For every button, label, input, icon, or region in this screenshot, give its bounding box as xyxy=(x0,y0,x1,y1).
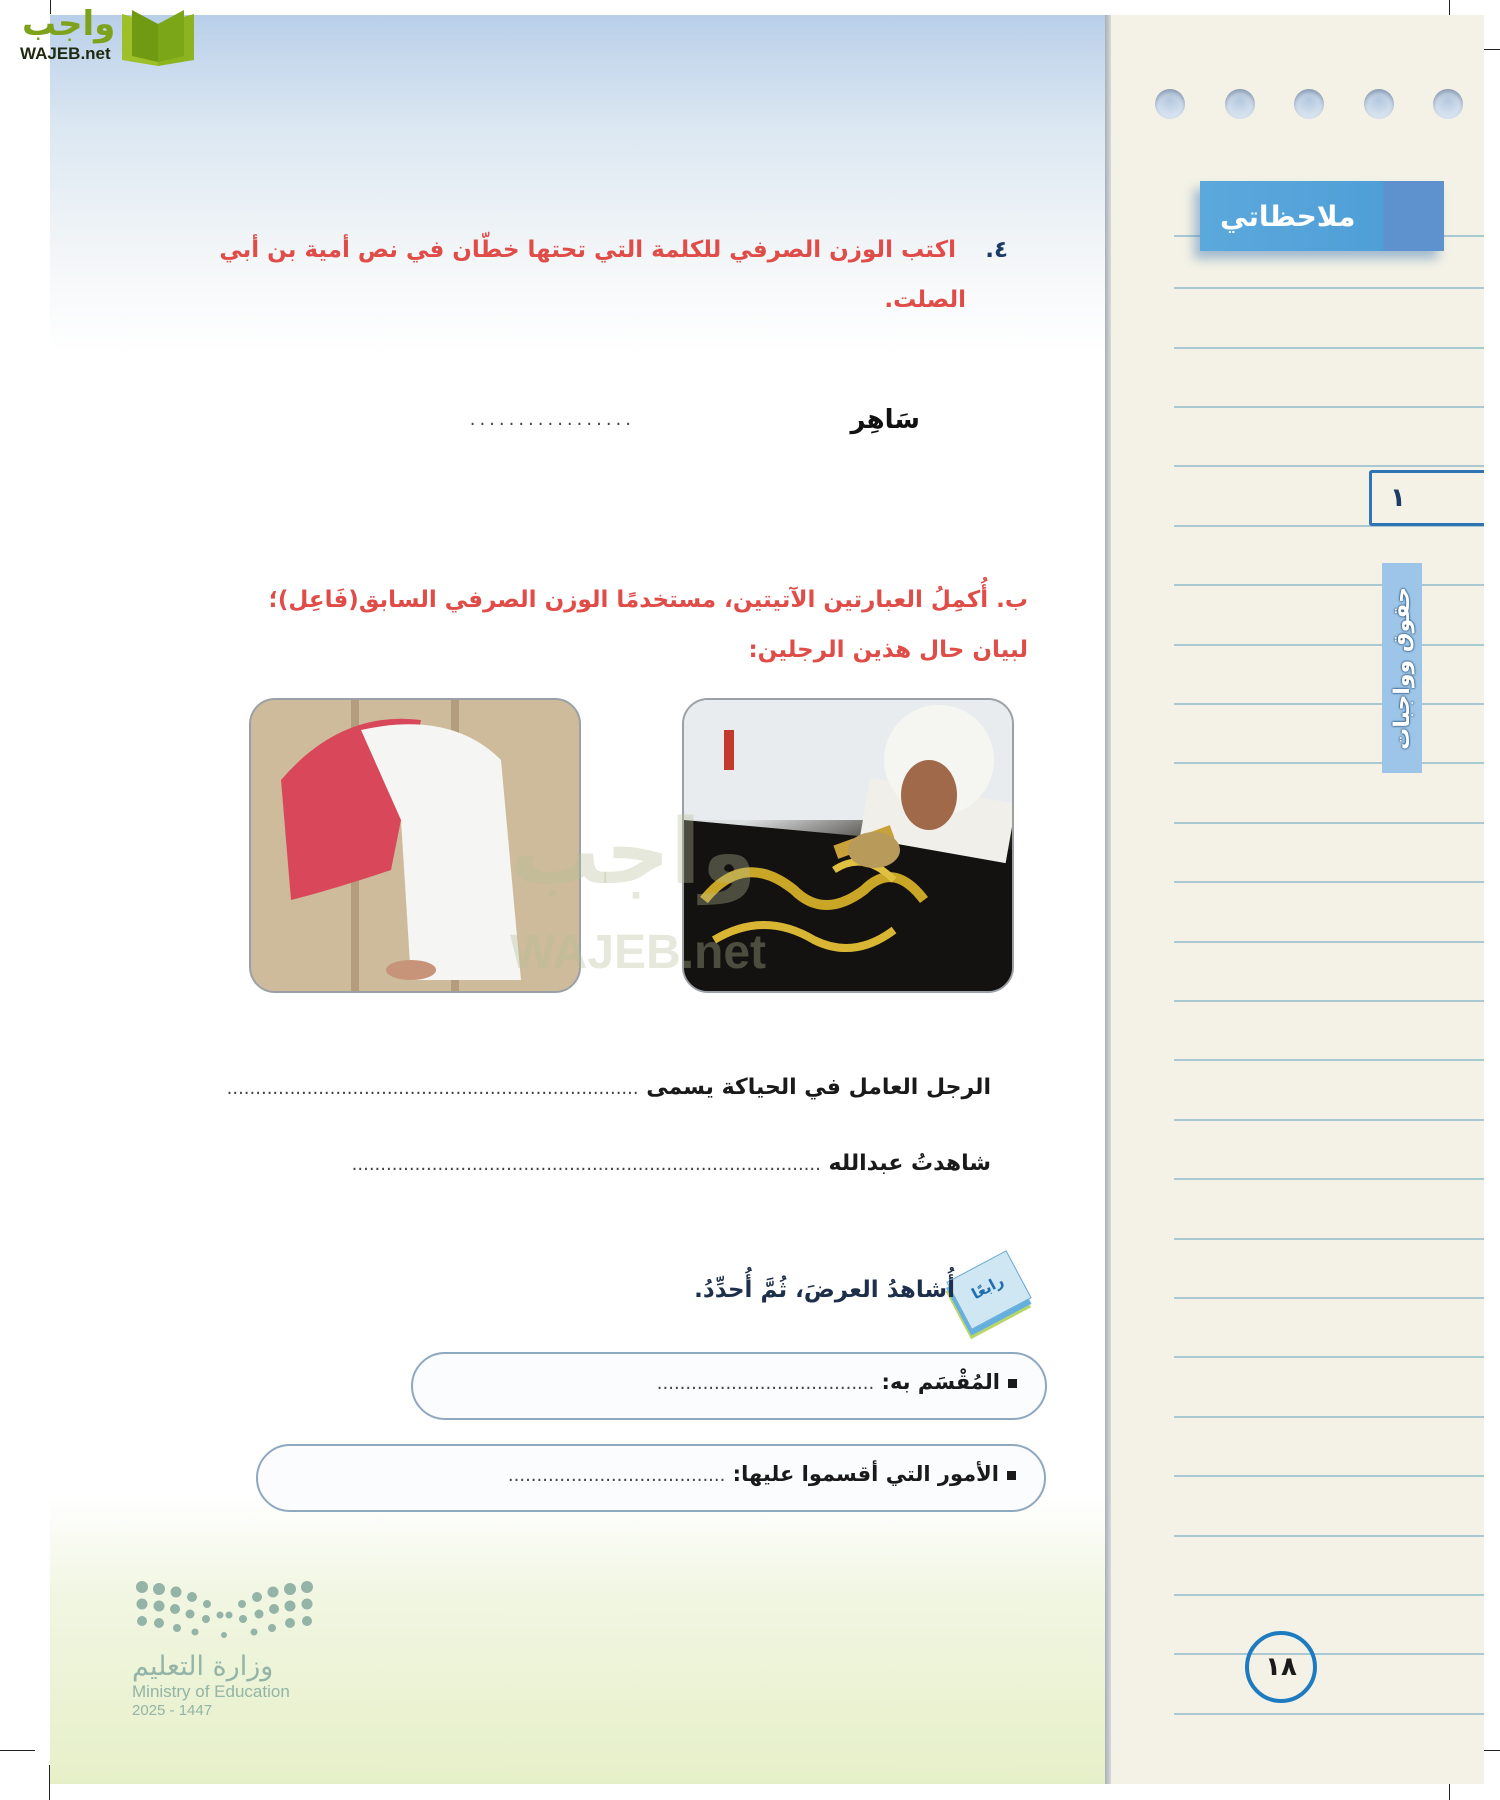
sentence-2-blank[interactable]: .................................................................................. xyxy=(351,1154,821,1175)
section-4-badge xyxy=(946,1250,1031,1330)
unit-title-ribbon xyxy=(1382,563,1422,773)
notes-rule-line xyxy=(1174,822,1484,824)
section-4-title: أُشاهدُ العرضَ، ثُمَّ أُحدِّدُ. xyxy=(694,1277,955,1303)
answer-box-oath-matters[interactable] xyxy=(256,1444,1046,1512)
notes-rule-line xyxy=(1174,1653,1484,1655)
wajeb-logo-latin: WAJEB.net xyxy=(20,44,111,63)
notes-rule-line xyxy=(1174,644,1484,646)
sentence-2-label: شاهدتُ عبدالله xyxy=(828,1151,991,1176)
notes-title-tab xyxy=(1200,181,1444,251)
notes-rule-line xyxy=(1174,347,1484,349)
notes-rule-line xyxy=(1174,465,1484,467)
binder-hole xyxy=(1294,89,1324,119)
notes-rule-line xyxy=(1174,703,1484,705)
notes-rule-line xyxy=(1174,1119,1484,1121)
notes-rule-line xyxy=(1174,941,1484,943)
notes-rule-line xyxy=(1174,1475,1484,1477)
unit-number-box xyxy=(1369,470,1484,526)
notes-rule-line xyxy=(1174,287,1484,289)
ministry-name-arabic: وزارة التعليم xyxy=(132,1651,274,1682)
answer-box-oath-object[interactable] xyxy=(411,1352,1047,1420)
ministry-name-english: Ministry of Education xyxy=(132,1682,290,1701)
notes-title: ملاحظاتي xyxy=(1220,199,1356,233)
binder-hole xyxy=(1155,89,1185,119)
notes-rule-line xyxy=(1174,406,1484,408)
target-word: سَاهِر xyxy=(850,405,920,435)
crop-mark xyxy=(0,1750,35,1751)
question-number: ٤. xyxy=(985,237,1008,263)
notes-rule-line xyxy=(1174,1297,1484,1299)
notes-rule-line xyxy=(1174,1059,1484,1061)
binder-hole xyxy=(1225,89,1255,119)
notes-rule-line xyxy=(1174,1178,1484,1180)
binder-hole xyxy=(1433,89,1463,119)
question-prompt-cont: الصلت. xyxy=(884,287,966,313)
notes-rule-line xyxy=(1174,1000,1484,1002)
notes-rule-line xyxy=(1174,1238,1484,1240)
bullet-square-icon xyxy=(1007,1471,1016,1480)
oath-matters-label: الأمور التي أقسموا عليها: xyxy=(732,1462,999,1486)
part-b-prompt xyxy=(128,575,1028,675)
sentence-2 xyxy=(101,1151,991,1176)
unit-number: ١ xyxy=(1390,483,1406,513)
notes-rule-line xyxy=(1174,1713,1484,1715)
sentence-1-label: الرجل العامل في الحياكة يسمى xyxy=(646,1075,991,1100)
wajeb-logo xyxy=(10,4,190,66)
open-book-icon xyxy=(118,10,198,66)
section-4-badge-text: رابعًا xyxy=(968,1271,1007,1304)
wajeb-watermark-latin: WAJEB.net xyxy=(510,926,767,979)
page-number: ١٨ xyxy=(1265,1652,1297,1682)
question-prompt: اكتب الوزن الصرفي للكلمة التي تحتها خطّان في نص أمية بن أبي xyxy=(219,237,956,263)
answer-blank-word[interactable]: ................. xyxy=(469,409,635,430)
sentence-1 xyxy=(101,1075,991,1100)
wajeb-watermark: واجب xyxy=(510,800,757,905)
question-4 xyxy=(128,225,1008,325)
notes-rule-line xyxy=(1174,881,1484,883)
part-b-line1: ب. أُكمِلُ العبارتين الآتيتين، مستخدمًا الوزن الصرفي السابق(فَاعِل)؛ xyxy=(268,587,1028,613)
part-b-line2: لبيان حال هذين الرجلين: xyxy=(748,637,1028,663)
notes-rule-line xyxy=(1174,584,1484,586)
ministry-dots-icon xyxy=(132,1577,317,1639)
unit-title: حقوق وواجبات xyxy=(1389,586,1415,750)
sentence-1-blank[interactable]: ........................................................................ xyxy=(226,1078,639,1099)
notes-sidebar xyxy=(1111,15,1484,1784)
binder-hole xyxy=(1364,89,1394,119)
oath-object-label: المُقْسَم به: xyxy=(881,1370,1000,1394)
ministry-of-education-logo xyxy=(132,1577,317,1719)
notes-rule-line xyxy=(1174,1416,1484,1418)
notes-rule-line xyxy=(1174,1356,1484,1358)
edition-year: 2025 - 1447 xyxy=(132,1702,213,1719)
page-number-circle xyxy=(1245,1631,1317,1703)
oath-object-blank[interactable]: ...................................... xyxy=(656,1373,875,1394)
notes-rule-line xyxy=(1174,762,1484,764)
bullet-square-icon xyxy=(1008,1379,1017,1388)
oath-matters-blank[interactable]: ...................................... xyxy=(507,1465,726,1486)
notes-rule-line xyxy=(1174,1594,1484,1596)
wajeb-logo-arabic: واجب xyxy=(22,4,116,44)
notes-rule-line xyxy=(1174,1535,1484,1537)
